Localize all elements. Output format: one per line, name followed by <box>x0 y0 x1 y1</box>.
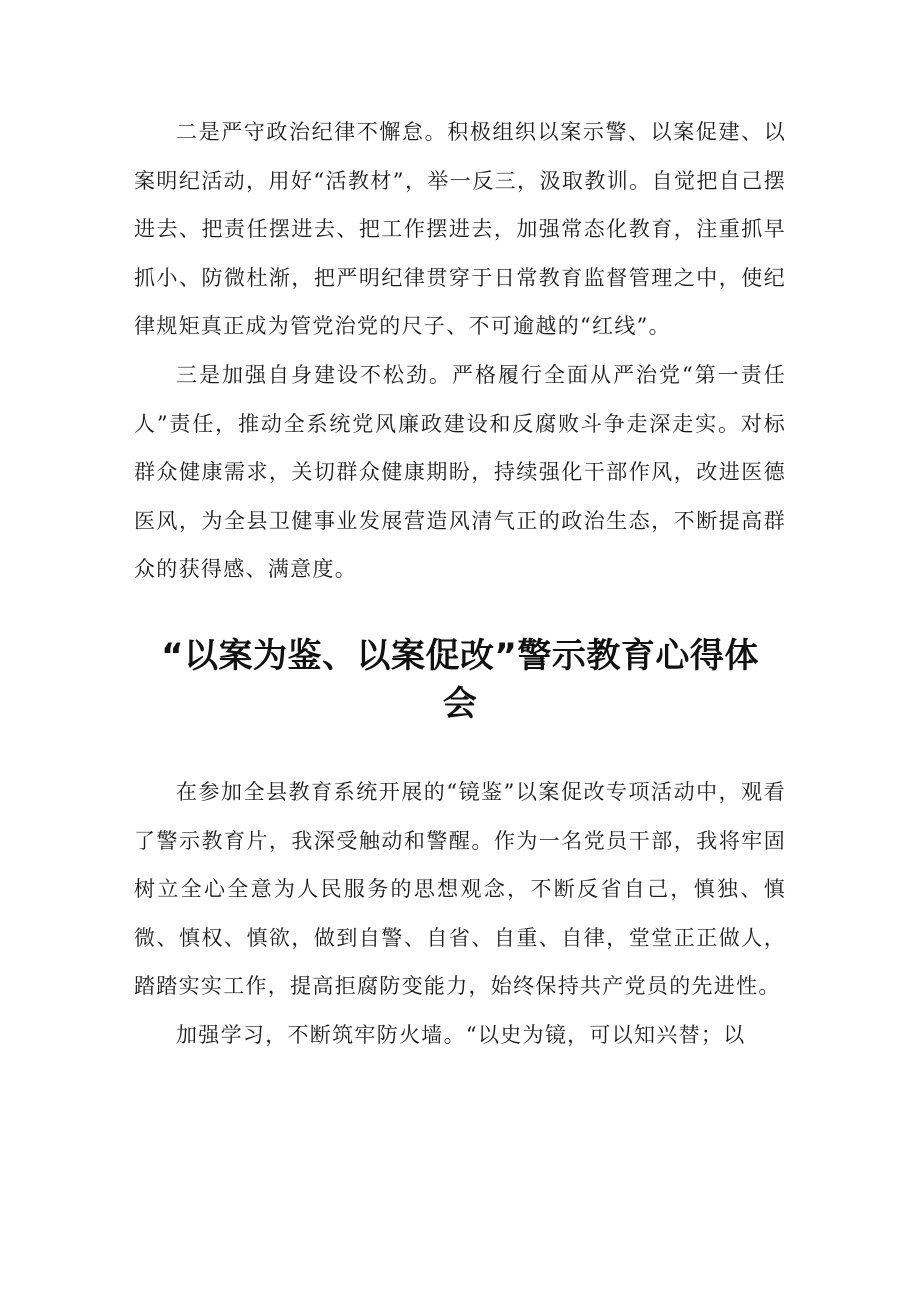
document-body <box>134 108 786 1060</box>
paragraph-campaign-reflection: 在参加全县教育系统开展的“镜鉴”以案促改专项活动中，观看了警示教育片，我深受触动和警醒。作为一名党员干部，我将牢固树立全心全意为人民服务的思想观念，不断反省自己，慎独、慎微、慎权、慎欲，做到自警、自省、自重、自律，堂堂正正做人，踏踏实实工作，提高拒腐防变能力，始终保持共产党员的先进性。 <box>134 779 786 999</box>
paragraph-self-construction: 三是加强自身建设不松劲。严格履行全面从严治党“第一责任人”责任，推动全系统党风廉政建设和反腐败斗争走深走实。对标群众健康需求，关切群众健康期盼，持续强化干部作风，改进医德医风，为全县卫健事业发展营造风清气正的政治生态，不断提高群众的获得感、满意度。 <box>134 362 786 582</box>
paragraph-political-discipline: 二是严守政治纪律不懈怠。积极组织以案示警、以案促建、以案明纪活动，用好“活教材”，举一反三，汲取教训。自觉把自己摆进去、把责任摆进去、把工作摆进去，加强常态化教育，注重抓早抓小、防微杜渐，把严明纪律贯穿于日常教育监督管理之中，使纪律规矩真正成为管党治党的尺子、不可逾越的“红线”。 <box>134 120 786 339</box>
paragraph-strengthen-learning: 加强学习，不断筑牢防火墙。“以史为镜，可以知兴替；以 <box>176 1022 746 1047</box>
article-title: “以案为鉴、以案促改”警示教育心得体会 <box>161 635 759 724</box>
